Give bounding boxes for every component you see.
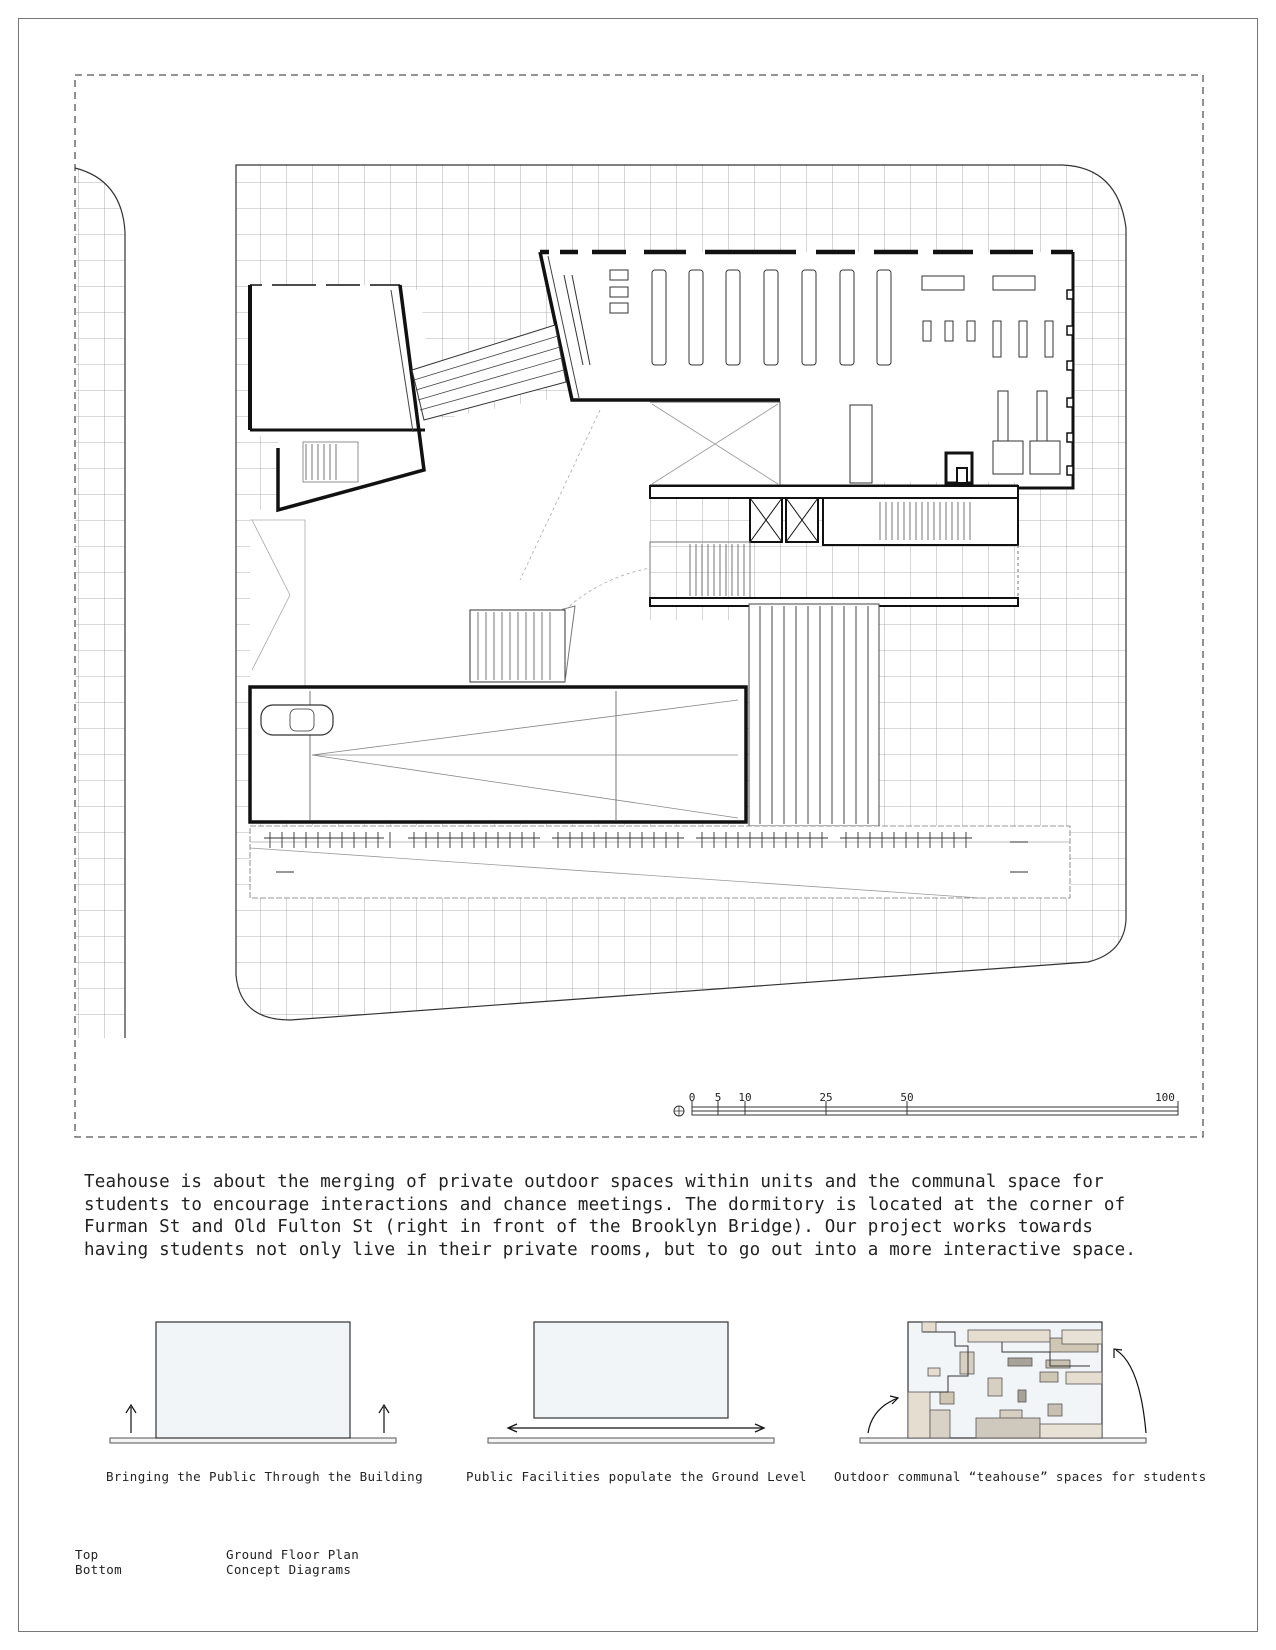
concept-diagram-ground-level xyxy=(488,1322,774,1443)
scale-tick-label: 10 xyxy=(738,1091,752,1104)
concept-diagram-public-through xyxy=(110,1322,396,1443)
project-description: Teahouse is about the merging of private outdoor spaces within units and the communal space for students to encourage interactions and chance meetings. The dormitory is located at the corner of Furman St and Old Fulton St (right in front of the Brooklyn Bridge). Our project works towards having students not only live in their private rooms, but to go out into a more interactive space. xyxy=(84,1172,1137,1260)
scale-tick-label: 0 xyxy=(688,1091,696,1104)
legend-top-label: Top xyxy=(75,1547,99,1562)
left-sidewalk-grid xyxy=(60,160,140,1040)
legend-bottom-value: Concept Diagrams xyxy=(226,1562,352,1577)
parking-ramp xyxy=(250,687,746,822)
scale-tick-label: 100 xyxy=(1155,1091,1175,1104)
car-icon xyxy=(261,705,333,735)
scale-bar xyxy=(674,1091,1178,1116)
diagram-caption: Bringing the Public Through the Building xyxy=(106,1469,424,1484)
scale-tick-label: 50 xyxy=(900,1091,914,1104)
diagram-caption: Public Facilities populate the Ground Level xyxy=(466,1469,807,1484)
legend-bottom-label: Bottom xyxy=(75,1562,122,1577)
scale-tick-label: 25 xyxy=(819,1091,833,1104)
diagram-caption: Outdoor communal “teahouse” spaces for students xyxy=(834,1469,1207,1484)
concept-diagram-teahouse-spaces xyxy=(860,1322,1146,1443)
bike-parking xyxy=(250,826,1070,898)
legend-top-value: Ground Floor Plan xyxy=(226,1547,360,1562)
scale-tick-label: 5 xyxy=(714,1091,722,1104)
